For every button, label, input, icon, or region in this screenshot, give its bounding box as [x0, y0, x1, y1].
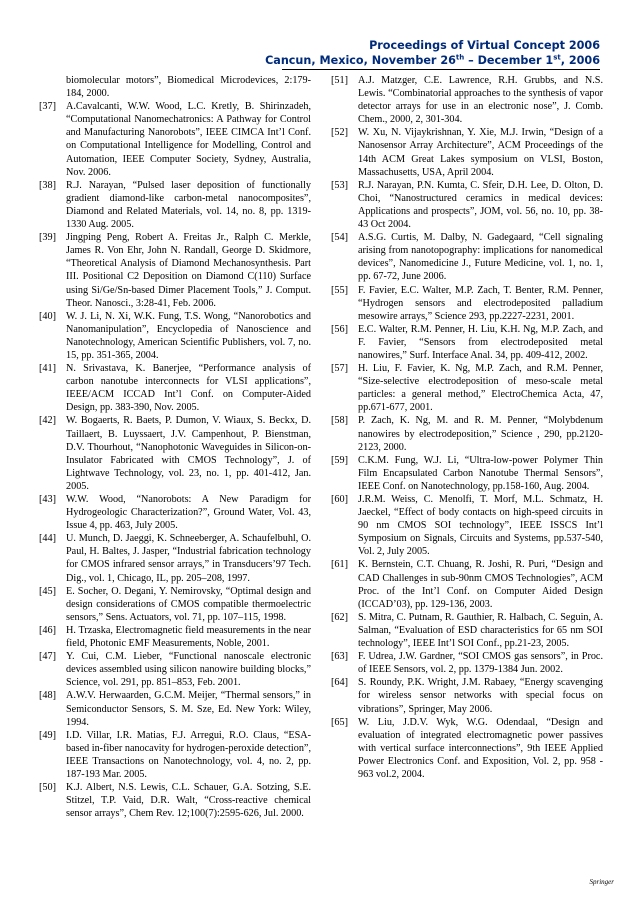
reference-item — [331, 611, 603, 650]
reference-item — [331, 179, 603, 231]
reference-text: W.W. Wood, “Nanorobots: A New Paradigm for Hydrogeologic Characterization?”, Ground Water, Vol. 43, Issue 4, pp. 463, July 2005. — [66, 494, 311, 532]
header-sup-th: th — [455, 53, 465, 62]
reference-number: [40] — [39, 310, 56, 322]
reference-item — [39, 689, 311, 728]
reference-number: [52] — [331, 127, 348, 139]
reference-number: [45] — [39, 585, 56, 597]
header-dash: – December 1 — [464, 54, 554, 67]
reference-item — [39, 493, 311, 532]
reference-number: [51] — [331, 75, 348, 86]
reference-number: [62] — [331, 611, 348, 623]
reference-item — [39, 729, 311, 781]
reference-number: [63] — [331, 651, 348, 663]
reference-continuation — [39, 74, 311, 100]
reference-number: [64] — [331, 677, 348, 689]
reference-item — [331, 323, 603, 362]
reference-item — [331, 126, 603, 178]
reference-item — [39, 362, 311, 414]
reference-text: N. Srivastava, K. Banerjee, “Performance analysis of carbon nanotube interconnects for VLSI applications”, IEEE/ACM ICCAD Int’l Conf. on Computer-Aided Design, pp. 383-390, Nov. 2005. — [66, 363, 311, 414]
reference-number: [50] — [39, 782, 56, 794]
reference-number: [56] — [331, 323, 348, 335]
reference-number: [44] — [39, 533, 56, 545]
reference-text: R.J. Narayan, P.N. Kumta, C. Sfeir, D.H. Lee, D. Olton, D. Choi, “Nanostructured ceramics in medical devices: Applications and prospects”, JOM, vol. 56, no. 10, pp. 38-43 Oct 2004. — [358, 179, 603, 231]
reference-number: [47] — [39, 651, 56, 663]
reference-text: F. Favier, E.C. Walter, M.P. Zach, T. Benter, R.M. Penner, “Hydrogen sensors and electrodeposited palladium mesowire arrays,” Science 293, pp.2227-2231, 2001. — [358, 284, 603, 322]
reference-number: [55] — [331, 284, 348, 296]
reference-text: A.Cavalcanti, W.W. Wood, L.C. Kretly, B. Shirinzadeh, “Computational Nanomechatronics: A Pathway for Control and Manufacturing Nanorobots”, IEEE CIMCA Int’l Conf. on Computational Intelligence for Modelling, Control and Automation, IEEE Computer Society, Sydney, Australia, Nov. 2006. — [66, 101, 311, 178]
reference-item — [331, 493, 603, 558]
references-right-column — [331, 74, 603, 781]
reference-text: H. Liu, F. Favier, K. Ng, M.P. Zach, and R.M. Penner, “Size-selective electrodeposition of meso-scale metal particles: a general method,” ElectroChemica Acta, 47, pp.671-677, 2001. — [358, 363, 603, 414]
reference-item — [331, 716, 603, 781]
left-reference-list — [39, 100, 311, 820]
publisher-logo-text: Springer — [589, 878, 614, 886]
reference-number: [65] — [331, 716, 348, 728]
reference-item — [331, 284, 603, 323]
reference-number: [46] — [39, 624, 56, 636]
reference-item — [331, 676, 603, 715]
header-title: Proceedings of Virtual Concept 2006 — [369, 39, 600, 52]
reference-text: E. Socher, O. Degani, Y. Nemirovsky, “Optimal design and design considerations of CMOS compatible thermoelectric sensors,” Sens. Actuators, vol. 71, pp. 107–115, 1998. — [66, 585, 311, 623]
reference-number: [39] — [39, 232, 56, 244]
reference-item — [39, 624, 311, 650]
reference-number: [53] — [331, 179, 348, 191]
reference-text: J.R.M. Weiss, C. Menolfi, T. Morf, M.L. Schmatz, H. Jaeckel, “Effect of body contacts on high-speed circuits in 90 nm CMOS SOI technology”, IEEE ISSCS Int’l Symposium on Signals, Circuits and Systems, pp.537-540, Vol. 2, July 2005. — [358, 494, 603, 558]
header-rule — [282, 69, 600, 70]
reference-text: W. J. Li, N. Xi, W.K. Fung, T.S. Wong, “Nanorobotics and Nanomanipulation”, Encyclopedia of Nanoscience and Nanotechnology, American Scientific Publishers, vol. 7, no. 15, pp. 351-365, 2004. — [66, 310, 311, 361]
reference-item — [331, 650, 603, 676]
reference-number: [41] — [39, 363, 56, 375]
header-year: , 2006 — [560, 54, 600, 67]
reference-item — [331, 231, 603, 283]
reference-text: W. Xu, N. Vijaykrishnan, Y. Xie, M.J. Irwin, “Design of a Nanosensor Array Architecture”, ACM Proceedings of the 14th ACM Great Lakes symposium on VLSI, Boston, Massachusetts, USA, April 2004. — [358, 127, 603, 178]
reference-item — [331, 414, 603, 453]
proceedings-header — [265, 38, 600, 68]
reference-number: [42] — [39, 415, 56, 427]
reference-text: I.D. Villar, I.R. Matias, F.J. Arregui, R.O. Claus, “ESA-based in-fiber nanocavity for hydrogen-peroxide detection”, IEEE Transactions on Nanotechnology, vol. 4, no. 2, pp. 187-193 Mar. 2005. — [66, 729, 311, 780]
reference-text: Y. Cui, C.M. Lieber, “Functional nanoscale electronic devices assembled using silicon nanowire building blocks,” Science, vol. 291, pp. 851–853, Feb. 2001. — [66, 651, 311, 689]
reference-text: K. Bernstein, C.T. Chuang, R. Joshi, R. Puri, “Design and CAD Challenges in sub-90nm CMOS Technologies”, ACM Proc. of the Int’l Conf. on Computer Aided Design (ICCAD’03), pp. 129-136, 2003. — [358, 559, 603, 610]
right-reference-list — [331, 74, 603, 781]
reference-number: [38] — [39, 179, 56, 191]
reference-item — [39, 100, 311, 179]
header-sup-st: st — [553, 53, 561, 62]
reference-text: W. Bogaerts, R. Baets, P. Dumon, V. Wiaux, S. Beckx, D. Taillaert, B. Luyssaert, J.V. Campenhout, P. Bienstman, D.V. Thourhout, “Nanophotonic Waveguides in Silicon-on-Insulator Fabricated with CMOS Technology”, J. of Lightwave Technology, vol. 23, no. 1, pp. 401-412, Jan. 2005. — [66, 415, 311, 492]
reference-number: [60] — [331, 494, 348, 505]
reference-item — [331, 74, 603, 126]
reference-text: U. Munch, D. Jaeggi, K. Schneeberger, A. Schaufelbuhl, O. Paul, H. Baltes, J. Jasper, “Industrial fabrication technology for CMOS infrared sensor arrays,” in Transducers’97 Tech. Dig., vol. 1, Chicago, IL, pp. 205–208, 1997. — [66, 533, 311, 584]
reference-item — [39, 179, 311, 231]
reference-text: P. Zach, K. Ng, M. and R. M. Penner, “Molybdenum nanowires by electrodeposition,” Science , 290, pp.2120-2123, 2000. — [358, 415, 603, 453]
reference-text: S. Roundy, P.K. Wright, J.M. Rabaey, “Energy scavenging for wireless sensor networks with special focus on vibrations”, Springer, May 2006. — [358, 677, 603, 715]
reference-number: [48] — [39, 690, 56, 702]
references-left-column — [39, 74, 311, 820]
reference-text: F. Udrea, J.W. Gardner, “SOI CMOS gas sensors”, in Proc. of IEEE Sensors, vol. 2, pp. 1379-1384 Jun. 2002. — [358, 651, 603, 676]
reference-number: [37] — [39, 101, 56, 113]
reference-text: K.J. Albert, N.S. Lewis, C.L. Schauer, G.A. Sotzing, S.E. Stitzel, T.P. Vaid, D.R. Walt, “Cross-reactive chemical sensor arrays”, Chem Rev. 12;100(7):2595-626, Jul. 2000. — [66, 782, 311, 820]
reference-item — [39, 585, 311, 624]
reference-item — [39, 231, 311, 310]
header-location-dates — [265, 53, 600, 68]
reference-item — [39, 650, 311, 689]
reference-number: [59] — [331, 454, 348, 466]
reference-text: C.K.M. Fung, W.J. Li, “Ultra-low-power Polymer Thin Film Encapsulated Carbon Nanotube Thermal Sensors”, IEEE Conf. on Nanotechnology, pp.158-160, Aug. 2004. — [358, 454, 603, 492]
reference-text: Jingping Peng, Robert A. Freitas Jr., Ralph C. Merkle, James R. Von Ehr, John N. Randall, George D. Skidmore, “Theoretical Analysis of Diamond Mechanosynthesis. Part III. Positional C2 Deposition on Diamond C(110) Surface using Si/Ge/Sn-based Dimer Placement Tools,” J. Comput. Theor. Nanosci., 3:28-41, Feb. 2006. — [66, 232, 311, 309]
reference-text: E.C. Walter, R.M. Penner, H. Liu, K.H. Ng, M.P. Zach, and F. Favier, “Sensors from electrodeposited metal nanowires,” Surf. Interface Anal. 34, pp. 409-412, 2002. — [358, 323, 603, 361]
reference-number: [54] — [331, 232, 348, 244]
reference-item — [331, 362, 603, 414]
reference-item — [39, 414, 311, 493]
reference-number: [61] — [331, 559, 348, 571]
reference-number: [49] — [39, 729, 56, 741]
reference-item — [39, 781, 311, 820]
reference-text: S. Mitra, C. Putnam, R. Gauthier, R. Halbach, C. Seguin, A. Salman, “Evaluation of ESD characteristics for 65 nm SOI technology”, IEEE Int’l SOI Conf., pp.21-23, 2005. — [358, 611, 603, 650]
reference-text: W. Liu, J.D.V. Wyk, W.G. Odendaal, “Design and evaluation of integrated electromagnetic power passives with vertical surface interconnections”, 9th IEEE Applied Power Electronics Conf. and Exposition, Vol. 2, pp. 958 - 963 vol.2, 2004. — [358, 716, 603, 780]
reference-text: R.J. Narayan, “Pulsed laser deposition of functionally gradient diamond-like carbon-metal nanocomposites”, Diamond and Related Materials, vol. 14, no. 8, pp. 1319-1330 Aug. 2005. — [66, 179, 311, 231]
reference-number: [43] — [39, 494, 56, 505]
reference-item — [39, 310, 311, 362]
reference-text: A.S.G. Curtis, M. Dalby, N. Gadegaard, “Cell signaling arising from nanotopography: implications for nanomedical devices”, Nanomedicine J., Future Medicine, vol. 1, no. 1, pp. 67-72, June 2006. — [358, 232, 603, 283]
reference-item — [331, 454, 603, 493]
reference-number: [58] — [331, 415, 348, 427]
reference-item — [331, 558, 603, 610]
reference-item — [39, 532, 311, 584]
reference-text: biomolecular motors”, Biomedical Microdevices, 2:179-184, 2000. — [66, 75, 311, 100]
reference-text: A.W.V. Herwaarden, G.C.M. Meijer, “Thermal sensors,” in Semiconductor Sensors, S. M. Sze, Ed. New York: Wiley, 1994. — [66, 690, 311, 728]
reference-text: A.J. Matzger, C.E. Lawrence, R.H. Grubbs, and N.S. Lewis. “Combinatorial approaches to the synthesis of vapor detector arrays for use in an electronic nose”, J. Comb. Chem., 2000, 2, 301-304. — [358, 75, 603, 126]
reference-number: [57] — [331, 363, 348, 375]
header-location: Cancun, Mexico, November 26 — [265, 54, 456, 67]
reference-text: H. Trzaska, Electromagnetic field measurements in the near field, Photonic EMF Measurements, Noble, 2001. — [66, 624, 311, 650]
